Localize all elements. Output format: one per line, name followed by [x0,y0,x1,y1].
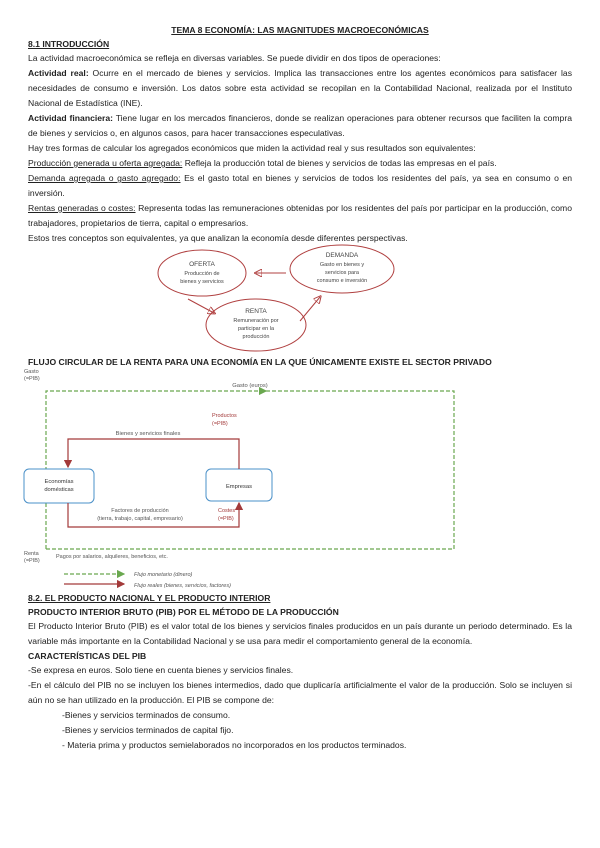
pib-heading: PRODUCTO INTERIOR BRUTO (PIB) POR EL MÉTODO DE LA PRODUCCIÓN [28,607,339,617]
paragraph-rentas: Rentas generadas o costes: Representa todas las remuneraciones obtenidas por los residentes del país por participar en la producción, como trabajadores, propietarios de tierra, capital o empresarios. [28,203,572,228]
componente-1: -Bienes y servicios terminados de consumo. [62,710,231,720]
paragraph-actividad-real: Actividad real: Ocurre en el mercado de bienes y servicios. Implica las transacciones entre los agentes económicos para satisfacer las necesidades de consumo e inversión. Los datos sobre esta actividad se recopilan en la Contabilidad Nacional, realizada por el Instituto Nacional de Estadística (INE). [28,68,572,108]
circular-flow-diagram [24,369,572,579]
svg-text:consumo e inversión: consumo e inversión [316,278,368,284]
svg-text:(=PIB): (=PIB) [24,558,40,564]
svg-text:servicios para: servicios para [325,270,359,276]
paragraph-produccion: Producción generada u oferta agregada: Refleja la producción total de bienes y servicios de todas las empresas en el país. [28,158,497,168]
familias-box [24,469,94,503]
svg-text:bienes y servicios: bienes y servicios [180,279,224,285]
paragraph-demanda: Demanda agregada o gasto agregado: Es el gasto total en bienes y servicios de todos los residentes del país, ya sea en consumo o en inversión. [28,173,573,198]
paragraph-actividad-financiera: Actividad financiera: Tiene lugar en los mercados financieros, donde se realizan operaciones para obtener recursos que faciliten la compra de bienes y servicios o, en algunos casos, para hacer transacciones especulativas. [28,113,572,138]
document-page [24,24,573,753]
cycle-diagram [28,247,572,355]
section-heading-introduccion: 8.1 INTRODUCCIÓN [28,39,110,49]
legend-real-row [28,579,572,591]
renta-ellipse [206,299,306,351]
paragraph-intro: La actividad macroeconómica se refleja en diversas variables. Se puede dividir en dos tipos de operaciones: [28,53,441,63]
componente-2: -Bienes y servicios terminados de capital fijo. [62,725,234,735]
demanda-title: DEMANDA [325,252,359,259]
page-title: TEMA 8 ECONOMÍA: LAS MAGNITUDES MACROECONÓMICAS [171,25,429,35]
familias-label: Economías [44,479,74,485]
term-actividad-real: Actividad real: [28,68,89,78]
empresas-label: Empresas [225,484,253,490]
legend-real-label: Flujo reales (bienes, servicios, factores) [134,583,231,589]
caracteristica-1: -Se expresa en euros. Solo tiene en cuenta bienes y servicios finales. [28,665,294,675]
componente-3: - Materia prima y productos semielaborados no incorporados en los productos terminados. [62,740,407,750]
svg-text:Remuneración por: Remuneración por [233,318,279,324]
svg-text:Gasto en bienes y: Gasto en bienes y [319,262,365,268]
gasto-corner-label: Gasto [24,369,39,375]
section-heading-producto: 8.2. EL PRODUCTO NACIONAL Y EL PRODUCTO INTERIOR [28,593,271,603]
bienes-servicios-label: Bienes y servicios finales [115,431,181,437]
caracteristica-2: -En el cálculo del PIB no se incluyen los bienes intermedios, dado que duplicaría artificialmente el valor de la producción. Solo se incluyen si aún no se han utilizado en la producción. El PIB se compone de: [28,680,572,705]
caracteristicas-heading: CARACTERÍSTICAS DEL PIB [28,651,147,661]
svg-text:producción: producción [242,334,270,340]
gasto-euros-label: Gasto (euros) [232,383,268,389]
costes-label: Costes [218,508,236,514]
term-demanda: Demanda agregada o gasto agregado: [28,173,181,183]
flow-heading: FLUJO CIRCULAR DE LA RENTA PARA UNA ECONOMÍA EN LA QUE ÚNICAMENTE EXISTE EL SECTOR PRIVADO [28,357,492,367]
flow-factores-line [68,503,239,527]
svg-text:(=PIB): (=PIB) [212,421,228,427]
term-produccion: Producción generada u oferta agregada: [28,158,183,168]
svg-text:domésticas: domésticas [44,487,74,493]
paragraph-equivalentes: Estos tres conceptos son equivalentes, ya que analizan la economía desde diferentes perspectivas. [28,233,408,243]
renta-title: RENTA [245,308,267,315]
svg-text:(=PIB): (=PIB) [218,516,234,522]
productos-label: Productos [212,413,237,419]
svg-text:Producción de: Producción de [184,271,220,277]
paragraph-pib-definicion: El Producto Interior Bruto (PIB) es el valor total de los bienes y servicios finales producidos en un país durante un periodo determinado. Es la variable más importante en la Contabilidad Nacional y se usa para medir el comportamiento general de la economía. [28,621,572,646]
flow-bienes-line [68,439,239,469]
svg-text:(=PIB): (=PIB) [24,376,40,382]
arrow-renta-demanda [300,297,320,321]
pagos-label: Pagos por salarios, alquileres, beneficios, etc. [56,554,168,560]
oferta-title: OFERTA [189,261,215,268]
svg-text:participar en la: participar en la [237,326,275,332]
renta-corner-label: Renta [24,551,39,557]
arrow-oferta-renta [188,299,214,313]
term-rentas: Rentas generadas o costes: [28,203,136,213]
legend-monetary-label: Flujo monetario (dinero) [134,572,193,578]
svg-text:(tierra, trabajo, capital, emp: (tierra, trabajo, capital, empresario) [97,516,183,522]
factores-label: Factores de producción [111,508,169,514]
term-actividad-financiera: Actividad financiera: [28,113,113,123]
paragraph-tres-formas: Hay tres formas de calcular los agregados económicos que miden la actividad real y sus resultados son equivalentes: [28,143,476,153]
